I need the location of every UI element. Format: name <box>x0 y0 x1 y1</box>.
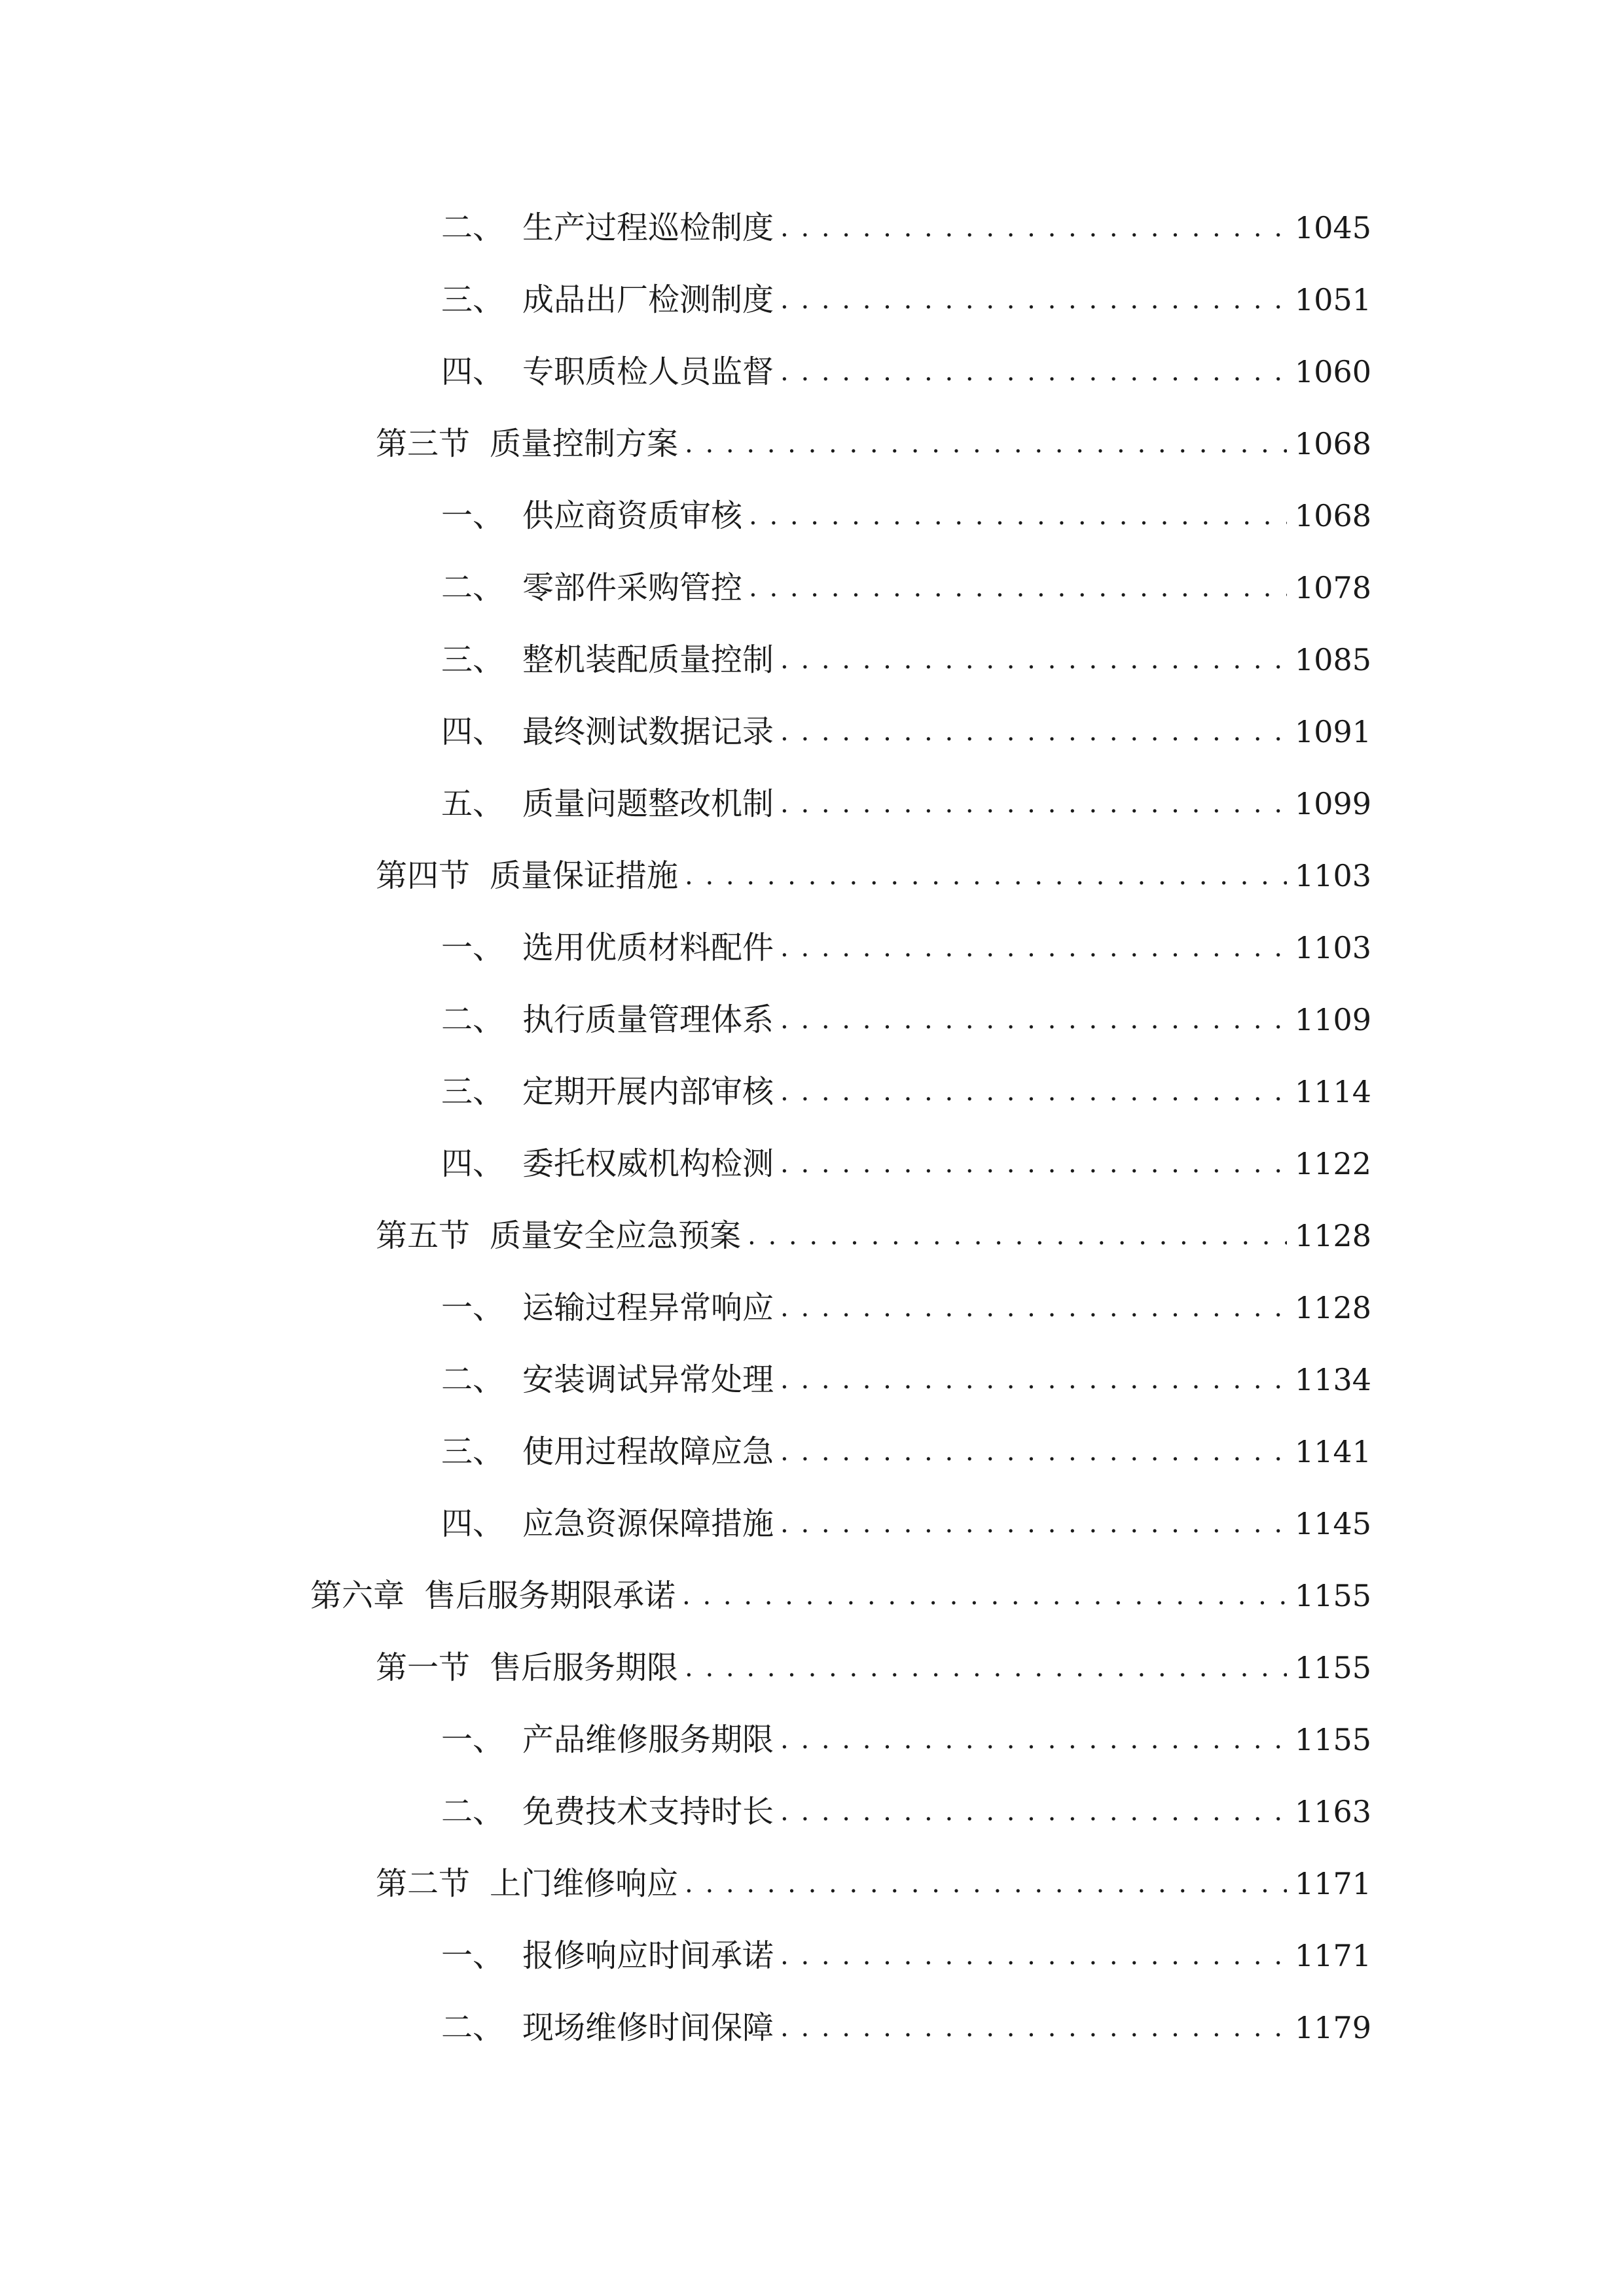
toc-entry-chapter[interactable] <box>310 1570 1371 1622</box>
toc-entry-page: 1068 <box>1294 426 1371 461</box>
dot-leader <box>780 1426 1287 1478</box>
dot-leader <box>780 1354 1287 1406</box>
toc-entry-number: 一、 <box>441 1937 505 1974</box>
toc-entry[interactable] <box>441 1498 1371 1550</box>
toc-entry-title: 产品维修服务期限 <box>522 1721 774 1758</box>
toc-entry[interactable] <box>441 634 1371 686</box>
toc-entry-title: 现场维修时间保障 <box>522 2009 774 2046</box>
dot-leader <box>749 562 1287 614</box>
toc-entry-title: 成品出厂检测制度 <box>522 281 774 318</box>
dot-leader <box>780 778 1287 830</box>
toc-entry-number: 四、 <box>441 1145 505 1182</box>
toc-entry-title: 选用优质材料配件 <box>522 929 774 966</box>
toc-entry-page: 1068 <box>1294 498 1371 533</box>
toc-entry-number: 二、 <box>441 1361 505 1398</box>
dot-leader <box>780 1066 1287 1118</box>
toc-entry-number: 三、 <box>441 1433 505 1470</box>
toc-entry-number: 三、 <box>441 641 505 678</box>
dot-leader <box>780 1785 1287 1838</box>
toc-entry-page: 1128 <box>1294 1218 1371 1253</box>
toc-entry[interactable] <box>441 1713 1371 1766</box>
dot-leader <box>780 274 1287 326</box>
toc-entry-title: 执行质量管理体系 <box>522 1001 774 1038</box>
toc-entry-title: 最终测试数据记录 <box>522 713 774 750</box>
toc-entry-title: 整机装配质量控制 <box>522 641 774 678</box>
toc-entry-number: 一、 <box>441 929 505 966</box>
toc-entry-title: 售后服务期限 <box>490 1649 679 1686</box>
toc-entry[interactable] <box>441 1066 1371 1118</box>
dot-leader <box>780 346 1287 398</box>
dot-leader <box>780 1138 1287 1190</box>
toc-entry[interactable] <box>441 2001 1371 2054</box>
toc-entry-page: 1122 <box>1294 1146 1371 1181</box>
toc-section-number: 第四节 <box>376 857 471 894</box>
toc-entry-page: 1078 <box>1294 570 1371 605</box>
toc-entry-number: 五、 <box>441 785 505 822</box>
toc-entry-page: 1103 <box>1294 858 1371 893</box>
toc-entry[interactable] <box>441 1426 1371 1478</box>
toc-entry-number: 一、 <box>441 1721 505 1758</box>
toc-entry-title: 专职质检人员监督 <box>522 353 774 390</box>
toc-entry[interactable] <box>441 1354 1371 1406</box>
toc-entry-page: 1141 <box>1294 1434 1371 1469</box>
toc-entry-title: 委托权威机构检测 <box>522 1145 774 1182</box>
dot-leader <box>780 1929 1287 1982</box>
toc-entry-title: 生产过程巡检制度 <box>522 209 774 246</box>
toc-section-number: 第三节 <box>376 425 471 462</box>
toc-entry-page: 1134 <box>1294 1362 1371 1397</box>
dot-leader <box>780 1713 1287 1766</box>
toc-entry-section[interactable] <box>376 1210 1371 1262</box>
toc-entry-title: 应急资源保障措施 <box>522 1505 774 1542</box>
toc-entry-section[interactable] <box>376 1857 1371 1910</box>
toc-entry-title: 定期开展内部审核 <box>522 1073 774 1110</box>
dot-leader <box>780 706 1287 758</box>
dot-leader <box>685 1641 1287 1694</box>
dot-leader <box>780 1498 1287 1550</box>
toc-entry-title: 质量安全应急预案 <box>490 1217 742 1254</box>
dot-leader <box>780 994 1287 1046</box>
toc-entry-number: 四、 <box>441 713 505 750</box>
toc-entry-page: 1114 <box>1294 1074 1371 1109</box>
toc-entry-number: 四、 <box>441 353 505 390</box>
toc-entry-title: 质量问题整改机制 <box>522 785 774 822</box>
toc-entry[interactable] <box>441 778 1371 830</box>
toc-entry-page: 1128 <box>1294 1290 1371 1325</box>
toc-entry-number: 三、 <box>441 281 505 318</box>
toc-chapter-number: 第六章 <box>310 1577 405 1614</box>
toc-entry-number: 二、 <box>441 2009 505 2046</box>
toc-entry-page: 1179 <box>1294 2010 1371 2045</box>
toc-entry-number: 二、 <box>441 209 505 246</box>
toc-entry-page: 1155 <box>1294 1578 1371 1613</box>
toc-entry-section[interactable] <box>376 850 1371 902</box>
toc-entry-title: 运输过程异常响应 <box>522 1289 774 1326</box>
toc-entry-number: 二、 <box>441 1001 505 1038</box>
toc-entry-page: 1091 <box>1294 714 1371 749</box>
toc-entry-page: 1163 <box>1294 1794 1371 1829</box>
toc-section-number: 第二节 <box>376 1865 471 1902</box>
toc-entry-page: 1171 <box>1294 1866 1371 1901</box>
toc-entry[interactable] <box>441 346 1371 398</box>
toc-entry-number: 四、 <box>441 1505 505 1542</box>
toc-entry[interactable] <box>441 706 1371 758</box>
toc-entry-page: 1085 <box>1294 642 1371 677</box>
toc-entry-number: 三、 <box>441 1073 505 1110</box>
toc-entry-page: 1045 <box>1294 210 1371 245</box>
toc-entry-title: 供应商资质审核 <box>522 497 743 534</box>
toc-entry-title: 使用过程故障应急 <box>522 1433 774 1470</box>
toc-entry-title: 安装调试异常处理 <box>522 1361 774 1398</box>
toc-entry[interactable] <box>441 922 1371 974</box>
toc-entry-title: 质量控制方案 <box>490 425 679 462</box>
toc-section-number: 第一节 <box>376 1649 471 1686</box>
toc-entry-title: 上门维修响应 <box>490 1865 679 1902</box>
dot-leader <box>780 2001 1287 2054</box>
dot-leader <box>685 418 1287 470</box>
toc-entry-title: 免费技术支持时长 <box>522 1793 774 1830</box>
toc-entry[interactable] <box>441 562 1371 614</box>
toc-entry[interactable] <box>441 1929 1371 1982</box>
toc-entry[interactable] <box>441 490 1371 542</box>
toc-section-number: 第五节 <box>376 1217 471 1254</box>
toc-entry-page: 1171 <box>1294 1938 1371 1973</box>
toc-entry-page: 1051 <box>1294 282 1371 317</box>
toc-entry-page: 1155 <box>1294 1722 1371 1757</box>
toc-entry-title: 报修响应时间承诺 <box>522 1937 774 1974</box>
toc-entry[interactable] <box>441 202 1371 254</box>
dot-leader <box>780 634 1287 686</box>
toc-entry-number: 一、 <box>441 497 505 534</box>
dot-leader <box>780 202 1287 254</box>
toc-entry-title: 零部件采购管控 <box>522 569 743 606</box>
toc-entry-page: 1109 <box>1294 1002 1371 1037</box>
dot-leader <box>780 1282 1287 1334</box>
toc-entry-number: 一、 <box>441 1289 505 1326</box>
toc-entry[interactable] <box>441 1138 1371 1190</box>
dot-leader <box>748 1210 1287 1262</box>
toc-entry[interactable] <box>441 1282 1371 1334</box>
toc-entry-number: 二、 <box>441 1793 505 1830</box>
toc-entry-page: 1060 <box>1294 354 1371 389</box>
dot-leader <box>685 1857 1287 1910</box>
dot-leader <box>749 490 1287 542</box>
toc-entry-section[interactable] <box>376 1641 1371 1694</box>
toc-entry[interactable] <box>441 274 1371 326</box>
toc-entry-page: 1155 <box>1294 1650 1371 1685</box>
toc-entry-page: 1145 <box>1294 1506 1371 1541</box>
dot-leader <box>682 1570 1287 1622</box>
dot-leader <box>685 850 1287 902</box>
toc-entry-title: 质量保证措施 <box>490 857 679 894</box>
toc-entry-page: 1103 <box>1294 930 1371 965</box>
toc-entry-number: 二、 <box>441 569 505 606</box>
toc-entry[interactable] <box>441 994 1371 1046</box>
toc-entry-title: 售后服务期限承诺 <box>424 1577 676 1614</box>
toc-entry[interactable] <box>441 1785 1371 1838</box>
toc-entry-section[interactable] <box>376 418 1371 470</box>
dot-leader <box>780 922 1287 974</box>
toc-entry-page: 1099 <box>1294 786 1371 821</box>
